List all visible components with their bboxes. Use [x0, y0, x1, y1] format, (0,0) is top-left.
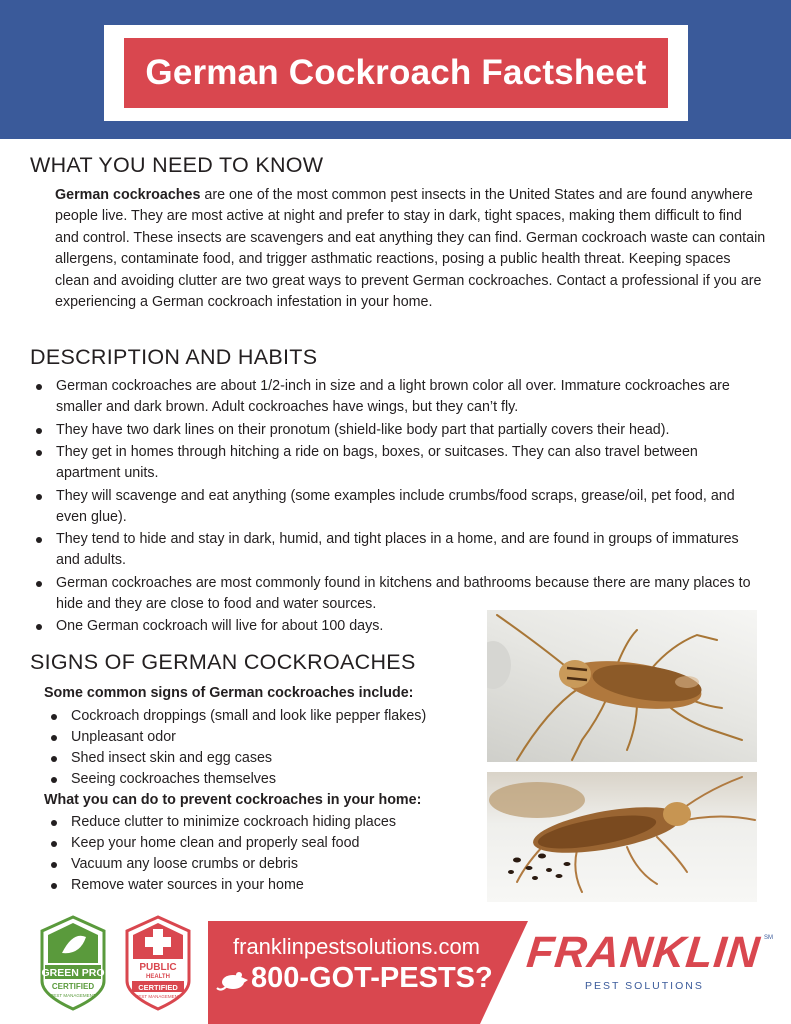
intro-body: are one of the most common pest insects in the United States and are found anywhere people live. They are most active at night and prefer to stay in dark, tight spaces, making them difficult to find and control. These insects are scavengers and eat anything they can find. German cockroach waste can contain allergens, contaminate food, and trigger asthmatic reactions, posing a public health threat. Keeping spaces clean and avoiding clutter are two great ways to prevent German cockroaches. Contact a professional if you are experiencing a German cockroach infestation in your home.	[55, 187, 766, 311]
title-box	[124, 38, 668, 108]
list-item: Shed insect skin and egg cases	[44, 748, 474, 769]
list-item: One German cockroach will live for about 100 days.	[30, 616, 765, 637]
list-item: German cockroaches are most commonly found in kitchens and bathrooms because there are many places to hide and they are close to food and water sources.	[30, 573, 765, 615]
list-item: Keep your home clean and properly seal food	[44, 833, 474, 854]
service-mark: SM	[764, 935, 773, 941]
description-list	[30, 376, 765, 639]
phone-text: 800-GOT-PESTS?	[251, 962, 493, 994]
public-health-badge	[123, 915, 193, 1011]
header-band	[0, 0, 791, 139]
intro-lead: German cockroaches	[55, 187, 201, 203]
green-badge-line1: GREEN PRO	[41, 967, 105, 979]
section-heading-description: DESCRIPTION AND HABITS	[30, 345, 318, 369]
list-item: Remove water sources in your home	[44, 875, 474, 896]
list-item: They tend to hide and stay in dark, humid, and tight places in a home, and are found in groups of immatures and adults.	[30, 529, 765, 571]
franklin-logo: FRANKLIN	[524, 928, 763, 977]
phone-number[interactable]	[215, 962, 493, 995]
list-item: Unpleasant odor	[44, 727, 474, 748]
list-item: Cockroach droppings (small and look like pepper flakes)	[44, 706, 474, 727]
page-title: German Cockroach Factsheet	[145, 53, 647, 92]
health-badge-line2: HEALTH	[146, 974, 170, 980]
green-pro-badge	[38, 915, 108, 1011]
logo-tagline: PEST SOLUTIONS	[585, 980, 704, 992]
cockroach-photo-top	[487, 610, 757, 762]
green-badge-line2: CERTIFIED	[51, 982, 95, 991]
list-item: Seeing cockroaches themselves	[44, 769, 474, 790]
website-link[interactable]: franklinpestsolutions.com	[233, 934, 481, 959]
signs-list	[44, 706, 474, 790]
signs-intro: Some common signs of German cockroaches include:	[44, 685, 414, 701]
section-heading-need-to-know: WHAT YOU NEED TO KNOW	[30, 153, 324, 177]
title-frame	[104, 25, 688, 121]
cockroach-photo-bottom	[487, 772, 757, 902]
list-item: They will scavenge and eat anything (some examples include crumbs/food scraps, grease/oil, pet food, and even glue).	[30, 486, 765, 528]
rat-icon	[215, 966, 249, 992]
prevent-list	[44, 812, 474, 896]
list-item: They get in homes through hitching a ride on bags, boxes, or suitcases. They can also travel between apartment units.	[30, 442, 765, 484]
health-badge-line4: PEST MANAGEMENT	[135, 994, 181, 999]
prevent-intro: What you can do to prevent cockroaches in your home:	[44, 792, 422, 808]
health-badge-line3: CERTIFIED	[138, 983, 178, 992]
green-badge-line3: PEST MANAGEMENT	[50, 993, 96, 998]
section-heading-signs: SIGNS OF GERMAN COCKROACHES	[30, 650, 416, 674]
list-item: They have two dark lines on their pronotum (shield-like body part that partially covers their head).	[30, 420, 765, 441]
list-item: German cockroaches are about 1/2-inch in size and a light brown color all over. Immature cockroaches are smaller and dark brown. Adult cockroaches have wings, but they can’t fly.	[30, 376, 765, 418]
intro-paragraph	[55, 185, 767, 313]
health-badge-line1: PUBLIC	[139, 962, 177, 973]
list-item: Vacuum any loose crumbs or debris	[44, 854, 474, 875]
list-item: Reduce clutter to minimize cockroach hiding places	[44, 812, 474, 833]
